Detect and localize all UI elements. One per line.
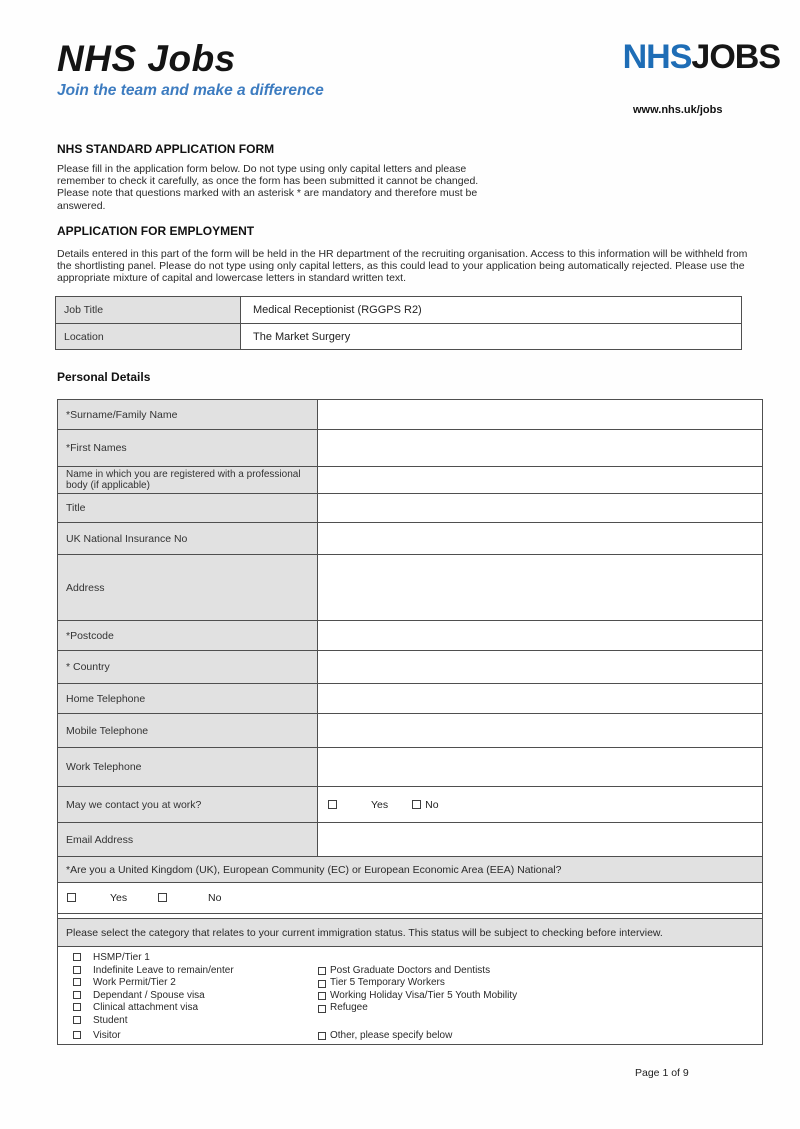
contact-at-work-options <box>318 787 762 822</box>
location-label: Location <box>56 324 241 349</box>
location-value: The Market Surgery <box>241 324 741 349</box>
title-input[interactable] <box>318 494 762 522</box>
home-telephone-label: Home Telephone <box>58 684 318 713</box>
work-permit-checkbox[interactable] <box>73 978 81 986</box>
contact-no-label: No <box>425 798 439 811</box>
field-row <box>58 467 762 494</box>
address-label: Address <box>58 555 318 620</box>
country-label: * Country <box>58 651 318 683</box>
website-url: www.nhs.uk/jobs <box>633 104 723 116</box>
student-checkbox[interactable] <box>73 1016 81 1024</box>
working-holiday-checkbox[interactable] <box>318 992 326 1000</box>
contact-at-work-label: May we contact you at work? <box>58 787 318 822</box>
list-item <box>58 1002 762 1015</box>
contact-yes-label: Yes <box>371 798 389 811</box>
job-title-value: Medical Receptionist (RGGPS R2) <box>241 297 741 323</box>
nhsjobs-wordmark <box>615 38 780 77</box>
other-option <box>318 1030 452 1041</box>
country-input[interactable] <box>318 651 762 683</box>
title-label: Title <box>58 494 318 522</box>
visitor-checkbox[interactable] <box>73 1031 81 1039</box>
other-label: Other, please specify below <box>330 1029 453 1041</box>
job-summary-table <box>55 296 742 350</box>
email-label: Email Address <box>58 823 318 856</box>
clinical-attachment-label: Clinical attachment visa <box>93 1002 199 1014</box>
ni-number-input[interactable] <box>318 523 762 554</box>
field-row <box>58 523 762 555</box>
visitor-label: Visitor <box>93 1029 121 1041</box>
postgrad-doctors-label: Post Graduate Doctors and Dentists <box>330 964 491 976</box>
nhsjobs-wordmark-jobs: JOBS <box>691 38 780 76</box>
list-item <box>58 1030 762 1043</box>
first-names-input[interactable] <box>318 430 762 466</box>
field-row <box>58 651 762 684</box>
eea-yes-checkbox[interactable] <box>67 893 76 902</box>
nhs-jobs-logo <box>57 38 324 100</box>
refugee-checkbox[interactable] <box>318 1005 326 1013</box>
work-telephone-label: Work Telephone <box>58 748 318 786</box>
form-title: NHS STANDARD APPLICATION FORM <box>57 142 275 156</box>
field-row <box>58 555 762 621</box>
field-row <box>58 748 762 787</box>
postgrad-doctors-checkbox[interactable] <box>318 967 326 975</box>
tier5-temp-checkbox[interactable] <box>318 980 326 988</box>
hsmp-tier1-checkbox[interactable] <box>73 953 81 961</box>
mobile-telephone-input[interactable] <box>318 714 762 747</box>
personal-details-table <box>57 399 763 1045</box>
application-heading: APPLICATION FOR EMPLOYMENT <box>57 224 255 238</box>
postgrad-doctors-option <box>318 965 490 976</box>
personal-details-heading: Personal Details <box>57 370 151 384</box>
address-input[interactable] <box>318 555 762 620</box>
eea-no-checkbox[interactable] <box>158 893 167 902</box>
working-holiday-label: Working Holiday Visa/Tier 5 Youth Mobility <box>330 989 518 1001</box>
nhs-jobs-tagline: Join the team and make a difference <box>57 82 324 99</box>
list-item <box>58 1015 762 1028</box>
working-holiday-option <box>318 990 517 1001</box>
field-row <box>58 494 762 523</box>
home-telephone-input[interactable] <box>318 684 762 713</box>
hsmp-tier1-label: HSMP/Tier 1 <box>93 952 150 963</box>
immigration-status-prompt: Please select the category that relates to your current immigration status. This status will be subject to checking before interview. <box>58 919 762 947</box>
postcode-input[interactable] <box>318 621 762 650</box>
application-section <box>57 224 763 285</box>
immigration-options <box>58 947 762 1044</box>
field-row <box>58 787 762 823</box>
nhs-jobs-logo-text: NHS Jobs <box>57 38 236 79</box>
eea-answer-row <box>58 883 762 914</box>
application-instructions: Details entered in this part of the form will be held in the HR department of the recruiting organisation. Access to this information will be withheld from the shortlisting panel. Please do not type using only capital letters, as this could lead to your application being automatically rejected. Please use the appropriate mixture of capital and lowercase letters in standard written text. <box>57 248 748 285</box>
ni-number-label: UK National Insurance No <box>58 523 318 554</box>
field-row <box>58 430 762 467</box>
tier5-temp-label: Tier 5 Temporary Workers <box>330 977 445 989</box>
list-item <box>58 990 762 1003</box>
list-item <box>58 952 762 965</box>
list-item <box>58 977 762 990</box>
field-row <box>58 714 762 748</box>
work-telephone-input[interactable] <box>318 748 762 786</box>
dependant-spouse-checkbox[interactable] <box>73 991 81 999</box>
other-checkbox[interactable] <box>318 1032 326 1040</box>
eea-national-question: *Are you a United Kingdom (UK), European Community (EC) or European Economic Area (EEA) National? <box>58 857 762 883</box>
eea-yes-label: Yes <box>110 892 128 904</box>
first-names-label: *First Names <box>58 430 318 466</box>
table-row <box>56 297 741 323</box>
registered-name-input[interactable] <box>318 467 762 493</box>
page-number: Page 1 of 9 <box>635 1067 689 1079</box>
refugee-label: Refugee <box>330 1002 368 1014</box>
registered-name-label: Name in which you are registered with a professional body (if applicable) <box>58 467 318 493</box>
eea-no-label: No <box>208 892 222 904</box>
contact-yes-checkbox[interactable] <box>328 800 337 809</box>
table-row <box>56 323 741 349</box>
work-permit-label: Work Permit/Tier 2 <box>93 977 176 989</box>
job-title-label: Job Title <box>56 297 241 323</box>
indefinite-leave-checkbox[interactable] <box>73 966 81 974</box>
email-input[interactable] <box>318 823 762 856</box>
field-row <box>58 621 762 651</box>
surname-input[interactable] <box>318 400 762 429</box>
postcode-label: *Postcode <box>58 621 318 650</box>
tier5-temp-option <box>318 977 445 988</box>
mobile-telephone-label: Mobile Telephone <box>58 714 318 747</box>
surname-label: *Surname/Family Name <box>58 400 318 429</box>
student-label: Student <box>93 1014 128 1026</box>
field-row <box>58 823 762 857</box>
field-row <box>58 684 762 714</box>
dependant-spouse-label: Dependant / Spouse visa <box>93 989 205 1001</box>
clinical-attachment-checkbox[interactable] <box>73 1003 81 1011</box>
nhsjobs-wordmark-nhs: NHS <box>622 38 692 76</box>
contact-no-checkbox[interactable] <box>412 800 421 809</box>
list-item <box>58 965 762 978</box>
indefinite-leave-label: Indefinite Leave to remain/enter <box>93 964 234 976</box>
refugee-option <box>318 1002 368 1013</box>
intro-section <box>57 142 517 212</box>
field-row <box>58 400 762 430</box>
form-instructions: Please fill in the application form below. Do not type using only capital letters and please remember to check it carefully, as once the form has been submitted it cannot be changed. Please note that questions marked with an asterisk * are mandatory and therefore must be answered. <box>57 163 479 212</box>
